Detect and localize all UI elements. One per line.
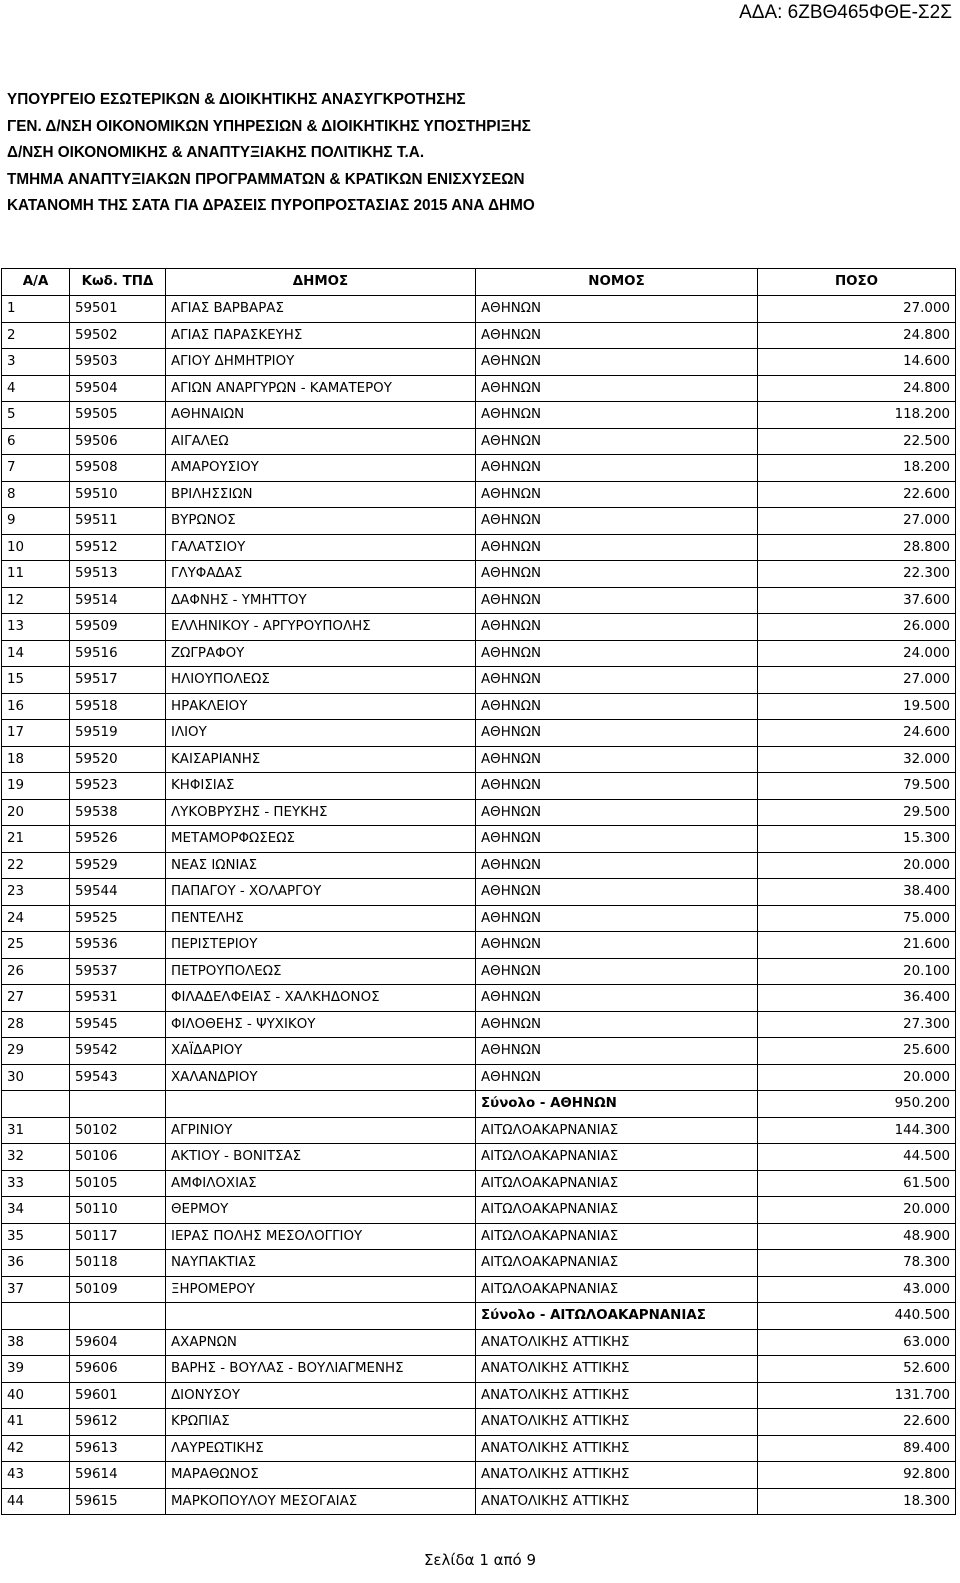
cell-nomos: ΑΘΗΝΩΝ	[476, 587, 758, 614]
cell-dimos: ΑΙΓΑΛΕΩ	[166, 428, 476, 455]
cell-nomos: ΑΘΗΝΩΝ	[476, 561, 758, 588]
cell-code: 59604	[70, 1329, 166, 1356]
cell-nomos: ΑΙΤΩΛΟΑΚΑΡΝΑΝΙΑΣ	[476, 1144, 758, 1171]
cell-poso: 44.500	[758, 1144, 956, 1171]
cell-nomos: ΑΘΗΝΩΝ	[476, 826, 758, 853]
cell-nomos: ΑΘΗΝΩΝ	[476, 640, 758, 667]
cell-poso: 950.200	[758, 1091, 956, 1118]
table-row	[2, 799, 956, 826]
cell-aa: 12	[2, 587, 70, 614]
cell-dimos: ΧΑΪΔΑΡΙΟΥ	[166, 1038, 476, 1065]
cell-dimos: ΖΩΓΡΑΦΟΥ	[166, 640, 476, 667]
cell-nomos: ΑΘΗΝΩΝ	[476, 667, 758, 694]
cell-code: 59543	[70, 1064, 166, 1091]
cell-aa: 42	[2, 1435, 70, 1462]
table-row	[2, 296, 956, 323]
cell-nomos: ΑΘΗΝΩΝ	[476, 879, 758, 906]
table-row	[2, 693, 956, 720]
table-row	[2, 667, 956, 694]
cell-code	[70, 1091, 166, 1118]
cell-poso: 37.600	[758, 587, 956, 614]
cell-nomos: ΑΙΤΩΛΟΑΚΑΡΝΑΝΙΑΣ	[476, 1197, 758, 1224]
cell-code: 59615	[70, 1488, 166, 1515]
cell-poso: 92.800	[758, 1462, 956, 1489]
cell-nomos: ΑΝΑΤΟΛΙΚΗΣ ΑΤΤΙΚΗΣ	[476, 1488, 758, 1515]
cell-aa: 7	[2, 455, 70, 482]
cell-dimos: ΕΛΛΗΝΙΚΟΥ - ΑΡΓΥΡΟΥΠΟΛΗΣ	[166, 614, 476, 641]
cell-aa: 2	[2, 322, 70, 349]
cell-aa: 3	[2, 349, 70, 376]
table-row	[2, 349, 956, 376]
cell-poso: 20.000	[758, 1064, 956, 1091]
cell-nomos: ΑΘΗΝΩΝ	[476, 1038, 758, 1065]
cell-nomos: ΑΘΗΝΩΝ	[476, 720, 758, 747]
cell-aa: 32	[2, 1144, 70, 1171]
cell-code: 59544	[70, 879, 166, 906]
cell-poso: 144.300	[758, 1117, 956, 1144]
table-row	[2, 1144, 956, 1171]
cell-aa: 11	[2, 561, 70, 588]
cell-dimos: ΑΓΙΟΥ ΔΗΜΗΤΡΙΟΥ	[166, 349, 476, 376]
cell-poso: 36.400	[758, 985, 956, 1012]
table-row	[2, 1488, 956, 1515]
table-row	[2, 561, 956, 588]
table-row	[2, 958, 956, 985]
table-row	[2, 1170, 956, 1197]
allocation-table	[1, 268, 956, 1515]
cell-nomos: ΑΝΑΤΟΛΙΚΗΣ ΑΤΤΙΚΗΣ	[476, 1356, 758, 1383]
cell-poso: 18.200	[758, 455, 956, 482]
cell-nomos: ΑΘΗΝΩΝ	[476, 349, 758, 376]
cell-aa: 34	[2, 1197, 70, 1224]
cell-aa: 20	[2, 799, 70, 826]
table-row	[2, 879, 956, 906]
table-header-row	[2, 269, 956, 296]
table-row	[2, 720, 956, 747]
table-row	[2, 1356, 956, 1383]
cell-code: 59501	[70, 296, 166, 323]
cell-poso: 78.300	[758, 1250, 956, 1277]
cell-code: 59536	[70, 932, 166, 959]
cell-code: 59601	[70, 1382, 166, 1409]
cell-nomos: ΑΙΤΩΛΟΑΚΑΡΝΑΝΙΑΣ	[476, 1250, 758, 1277]
cell-dimos: ΝΕΑΣ ΙΩΝΙΑΣ	[166, 852, 476, 879]
cell-poso: 24.600	[758, 720, 956, 747]
cell-code: 59545	[70, 1011, 166, 1038]
cell-nomos: ΑΘΗΝΩΝ	[476, 799, 758, 826]
cell-code: 59512	[70, 534, 166, 561]
cell-nomos: ΑΘΗΝΩΝ	[476, 985, 758, 1012]
cell-poso: 28.800	[758, 534, 956, 561]
cell-nomos: ΑΘΗΝΩΝ	[476, 296, 758, 323]
cell-nomos: ΑΘΗΝΩΝ	[476, 508, 758, 535]
table-row	[2, 481, 956, 508]
cell-poso: 20.000	[758, 1197, 956, 1224]
cell-aa: 1	[2, 296, 70, 323]
cell-code: 50117	[70, 1223, 166, 1250]
cell-nomos: ΑΘΗΝΩΝ	[476, 534, 758, 561]
cell-nomos: ΑΝΑΤΟΛΙΚΗΣ ΑΤΤΙΚΗΣ	[476, 1435, 758, 1462]
cell-poso: 79.500	[758, 773, 956, 800]
table-row	[2, 640, 956, 667]
cell-aa: 10	[2, 534, 70, 561]
cell-poso: 15.300	[758, 826, 956, 853]
page-footer: Σελίδα 1 από 9	[423, 1551, 537, 1569]
cell-aa: 4	[2, 375, 70, 402]
cell-poso: 22.600	[758, 1409, 956, 1436]
table-row	[2, 534, 956, 561]
table-row	[2, 1382, 956, 1409]
table-row	[2, 428, 956, 455]
cell-dimos: ΠΕΤΡΟΥΠΟΛΕΩΣ	[166, 958, 476, 985]
cell-dimos	[166, 1091, 476, 1118]
cell-aa: 33	[2, 1170, 70, 1197]
cell-dimos: ΚΗΦΙΣΙΑΣ	[166, 773, 476, 800]
cell-dimos: ΗΛΙΟΥΠΟΛΕΩΣ	[166, 667, 476, 694]
cell-nomos: ΑΘΗΝΩΝ	[476, 773, 758, 800]
cell-dimos: ΑΚΤΙΟΥ - ΒΟΝΙΤΣΑΣ	[166, 1144, 476, 1171]
cell-code: 59520	[70, 746, 166, 773]
cell-aa: 9	[2, 508, 70, 535]
cell-aa: 5	[2, 402, 70, 429]
cell-nomos: ΑΘΗΝΩΝ	[476, 322, 758, 349]
cell-poso: 24.800	[758, 322, 956, 349]
table-row	[2, 375, 956, 402]
cell-nomos: ΑΘΗΝΩΝ	[476, 375, 758, 402]
cell-poso: 21.600	[758, 932, 956, 959]
cell-poso: 131.700	[758, 1382, 956, 1409]
table-row	[2, 1197, 956, 1224]
cell-nomos: ΑΘΗΝΩΝ	[476, 932, 758, 959]
cell-aa: 43	[2, 1462, 70, 1489]
ada-code: ΑΔΑ: 6ΖΒΘ465ΦΘΕ-Σ2Σ	[739, 2, 952, 23]
cell-code: 59508	[70, 455, 166, 482]
cell-poso: 20.100	[758, 958, 956, 985]
table-body	[2, 296, 956, 1515]
cell-dimos: ΓΑΛΑΤΣΙΟΥ	[166, 534, 476, 561]
table-row	[2, 1064, 956, 1091]
cell-aa: 17	[2, 720, 70, 747]
cell-dimos: ΞΗΡΟΜΕΡΟΥ	[166, 1276, 476, 1303]
cell-code: 50109	[70, 1276, 166, 1303]
cell-aa: 36	[2, 1250, 70, 1277]
cell-dimos	[166, 1303, 476, 1330]
cell-poso: 89.400	[758, 1435, 956, 1462]
cell-aa: 31	[2, 1117, 70, 1144]
table-row	[2, 746, 956, 773]
cell-dimos: ΑΜΑΡΟΥΣΙΟΥ	[166, 455, 476, 482]
table-row	[2, 1409, 956, 1436]
cell-poso: 440.500	[758, 1303, 956, 1330]
cell-dimos: ΘΕΡΜΟΥ	[166, 1197, 476, 1224]
header-poso: ΠΟΣΟ	[758, 269, 956, 296]
cell-code: 50105	[70, 1170, 166, 1197]
cell-poso: 22.600	[758, 481, 956, 508]
cell-code: 59509	[70, 614, 166, 641]
table-row	[2, 1435, 956, 1462]
cell-poso: 27.300	[758, 1011, 956, 1038]
cell-dimos: ΙΛΙΟΥ	[166, 720, 476, 747]
header-aa: Α/Α	[2, 269, 70, 296]
cell-aa: 35	[2, 1223, 70, 1250]
cell-code: 59612	[70, 1409, 166, 1436]
cell-code: 50118	[70, 1250, 166, 1277]
cell-dimos: ΒΡΙΛΗΣΣΙΩΝ	[166, 481, 476, 508]
heading-line-section: ΤΜΗΜΑ ΑΝΑΠΤΥΞΙΑΚΩΝ ΠΡΟΓΡΑΜΜΑΤΩΝ & ΚΡΑΤΙΚΩΝ ΕΝΙΣΧΥΣΕΩΝ	[7, 170, 525, 188]
cell-code: 59513	[70, 561, 166, 588]
cell-aa: 27	[2, 985, 70, 1012]
cell-code: 59538	[70, 799, 166, 826]
cell-code: 59523	[70, 773, 166, 800]
cell-code: 59514	[70, 587, 166, 614]
cell-poso: 27.000	[758, 667, 956, 694]
cell-poso: 22.500	[758, 428, 956, 455]
header-nomos: ΝΟΜΟΣ	[476, 269, 758, 296]
cell-nomos: ΑΘΗΝΩΝ	[476, 481, 758, 508]
header-code: Κωδ. ΤΠΔ	[70, 269, 166, 296]
table-row	[2, 1276, 956, 1303]
cell-dimos: ΑΓΡΙΝΙΟΥ	[166, 1117, 476, 1144]
cell-nomos: ΑΙΤΩΛΟΑΚΑΡΝΑΝΙΑΣ	[476, 1276, 758, 1303]
cell-poso: 18.300	[758, 1488, 956, 1515]
heading-line-directorate: ΓΕΝ. Δ/ΝΣΗ ΟΙΚΟΝΟΜΙΚΩΝ ΥΠΗΡΕΣΙΩΝ & ΔΙΟΙΚΗΤΙΚΗΣ ΥΠΟΣΤΗΡΙΞΗΣ	[7, 117, 531, 135]
cell-dimos: ΗΡΑΚΛΕΙΟΥ	[166, 693, 476, 720]
table-row	[2, 852, 956, 879]
cell-code: 59517	[70, 667, 166, 694]
cell-code: 59542	[70, 1038, 166, 1065]
heading-line-department: Δ/ΝΣΗ ΟΙΚΟΝΟΜΙΚΗΣ & ΑΝΑΠΤΥΞΙΑΚΗΣ ΠΟΛΙΤΙΚΗΣ Τ.Α.	[7, 144, 425, 161]
table-row	[2, 826, 956, 853]
cell-poso: 63.000	[758, 1329, 956, 1356]
table-row	[2, 587, 956, 614]
table-row	[2, 985, 956, 1012]
cell-aa: 30	[2, 1064, 70, 1091]
cell-dimos: ΒΥΡΩΝΟΣ	[166, 508, 476, 535]
cell-aa: 8	[2, 481, 70, 508]
cell-nomos: ΑΘΗΝΩΝ	[476, 428, 758, 455]
cell-nomos: ΑΘΗΝΩΝ	[476, 958, 758, 985]
cell-poso: 48.900	[758, 1223, 956, 1250]
cell-dimos: ΓΛΥΦΑΔΑΣ	[166, 561, 476, 588]
cell-nomos: ΑΝΑΤΟΛΙΚΗΣ ΑΤΤΙΚΗΣ	[476, 1462, 758, 1489]
cell-dimos: ΑΘΗΝΑΙΩΝ	[166, 402, 476, 429]
cell-aa: 21	[2, 826, 70, 853]
cell-code: 59526	[70, 826, 166, 853]
cell-dimos: ΔΙΟΝΥΣΟΥ	[166, 1382, 476, 1409]
cell-dimos: ΑΧΑΡΝΩΝ	[166, 1329, 476, 1356]
heading-line-ministry: ΥΠΟΥΡΓΕΙΟ ΕΣΩΤΕΡΙΚΩΝ & ΔΙΟΙΚΗΤΙΚΗΣ ΑΝΑΣΥΓΚΡΟΤΗΣΗΣ	[7, 91, 466, 108]
cell-dimos: ΝΑΥΠΑΚΤΙΑΣ	[166, 1250, 476, 1277]
cell-code: 59502	[70, 322, 166, 349]
cell-aa: 14	[2, 640, 70, 667]
table-row	[2, 508, 956, 535]
cell-code: 59614	[70, 1462, 166, 1489]
cell-aa: 41	[2, 1409, 70, 1436]
cell-code: 59506	[70, 428, 166, 455]
cell-dimos: ΛΑΥΡΕΩΤΙΚΗΣ	[166, 1435, 476, 1462]
cell-code: 50106	[70, 1144, 166, 1171]
cell-poso: 61.500	[758, 1170, 956, 1197]
cell-nomos: ΑΘΗΝΩΝ	[476, 1064, 758, 1091]
cell-nomos: ΑΘΗΝΩΝ	[476, 905, 758, 932]
cell-nomos: ΑΙΤΩΛΟΑΚΑΡΝΑΝΙΑΣ	[476, 1170, 758, 1197]
total-row	[2, 1091, 956, 1118]
cell-dimos: ΜΑΡΚΟΠΟΥΛΟΥ ΜΕΣΟΓΑΙΑΣ	[166, 1488, 476, 1515]
total-row	[2, 1303, 956, 1330]
cell-code: 59525	[70, 905, 166, 932]
cell-nomos: ΑΘΗΝΩΝ	[476, 1011, 758, 1038]
cell-dimos: ΜΑΡΑΘΩΝΟΣ	[166, 1462, 476, 1489]
cell-nomos: ΑΘΗΝΩΝ	[476, 614, 758, 641]
cell-aa: 16	[2, 693, 70, 720]
table-row	[2, 932, 956, 959]
cell-aa: 22	[2, 852, 70, 879]
cell-total-label: Σύνολο - ΑΘΗΝΩΝ	[476, 1091, 758, 1118]
table-row	[2, 614, 956, 641]
cell-nomos: ΑΝΑΤΟΛΙΚΗΣ ΑΤΤΙΚΗΣ	[476, 1409, 758, 1436]
cell-code: 59613	[70, 1435, 166, 1462]
cell-aa: 19	[2, 773, 70, 800]
cell-aa	[2, 1303, 70, 1330]
cell-nomos: ΑΝΑΤΟΛΙΚΗΣ ΑΤΤΙΚΗΣ	[476, 1329, 758, 1356]
table-row	[2, 1329, 956, 1356]
cell-dimos: ΒΑΡΗΣ - ΒΟΥΛΑΣ - ΒΟΥΛΙΑΓΜΕΝΗΣ	[166, 1356, 476, 1383]
cell-aa: 13	[2, 614, 70, 641]
cell-poso: 43.000	[758, 1276, 956, 1303]
cell-code: 59511	[70, 508, 166, 535]
cell-poso: 118.200	[758, 402, 956, 429]
cell-code: 59529	[70, 852, 166, 879]
cell-aa: 28	[2, 1011, 70, 1038]
cell-poso: 19.500	[758, 693, 956, 720]
cell-code: 59516	[70, 640, 166, 667]
table-row	[2, 1117, 956, 1144]
table-row	[2, 1011, 956, 1038]
cell-dimos: ΦΙΛΑΔΕΛΦΕΙΑΣ - ΧΑΛΚΗΔΟΝΟΣ	[166, 985, 476, 1012]
cell-code: 59518	[70, 693, 166, 720]
cell-aa: 44	[2, 1488, 70, 1515]
cell-aa	[2, 1091, 70, 1118]
table-row	[2, 1462, 956, 1489]
cell-aa: 29	[2, 1038, 70, 1065]
table-row	[2, 905, 956, 932]
cell-code: 50102	[70, 1117, 166, 1144]
cell-poso: 24.800	[758, 375, 956, 402]
table-row	[2, 322, 956, 349]
header-dimos: ΔΗΜΟΣ	[166, 269, 476, 296]
cell-nomos: ΑΙΤΩΛΟΑΚΑΡΝΑΝΙΑΣ	[476, 1223, 758, 1250]
cell-nomos: ΑΘΗΝΩΝ	[476, 852, 758, 879]
table-row	[2, 402, 956, 429]
table-row	[2, 1038, 956, 1065]
table-row	[2, 455, 956, 482]
cell-code: 50110	[70, 1197, 166, 1224]
cell-poso: 26.000	[758, 614, 956, 641]
table-row	[2, 1250, 956, 1277]
cell-aa: 18	[2, 746, 70, 773]
cell-dimos: ΙΕΡΑΣ ΠΟΛΗΣ ΜΕΣΟΛΟΓΓΙΟΥ	[166, 1223, 476, 1250]
cell-aa: 15	[2, 667, 70, 694]
cell-code: 59505	[70, 402, 166, 429]
cell-total-label: Σύνολο - ΑΙΤΩΛΟΑΚΑΡΝΑΝΙΑΣ	[476, 1303, 758, 1330]
cell-dimos: ΦΙΛΟΘΕΗΣ - ΨΥΧΙΚΟΥ	[166, 1011, 476, 1038]
cell-dimos: ΠΕΝΤΕΛΗΣ	[166, 905, 476, 932]
cell-dimos: ΚΑΙΣΑΡΙΑΝΗΣ	[166, 746, 476, 773]
cell-nomos: ΑΙΤΩΛΟΑΚΑΡΝΑΝΙΑΣ	[476, 1117, 758, 1144]
cell-dimos: ΠΑΠΑΓΟΥ - ΧΟΛΑΡΓΟΥ	[166, 879, 476, 906]
cell-nomos: ΑΘΗΝΩΝ	[476, 455, 758, 482]
cell-dimos: ΛΥΚΟΒΡΥΣΗΣ - ΠΕΥΚΗΣ	[166, 799, 476, 826]
cell-aa: 38	[2, 1329, 70, 1356]
cell-dimos: ΑΜΦΙΛΟΧΙΑΣ	[166, 1170, 476, 1197]
cell-poso: 22.300	[758, 561, 956, 588]
cell-dimos: ΜΕΤΑΜΟΡΦΩΣΕΩΣ	[166, 826, 476, 853]
cell-nomos: ΑΘΗΝΩΝ	[476, 402, 758, 429]
cell-dimos: ΑΓΙΩΝ ΑΝΑΡΓΥΡΩΝ - ΚΑΜΑΤΕΡΟΥ	[166, 375, 476, 402]
cell-nomos: ΑΘΗΝΩΝ	[476, 746, 758, 773]
cell-dimos: ΚΡΩΠΙΑΣ	[166, 1409, 476, 1436]
document-heading	[7, 87, 535, 220]
cell-aa: 25	[2, 932, 70, 959]
table-row	[2, 773, 956, 800]
heading-line-title: ΚΑΤΑΝΟΜΗ ΤΗΣ ΣΑΤΑ ΓΙΑ ΔΡΑΣΕΙΣ ΠΥΡΟΠΡΟΣΤΑΣΙΑΣ 2015 ΑΝΑ ΔΗΜΟ	[7, 197, 535, 214]
cell-poso: 32.000	[758, 746, 956, 773]
cell-aa: 6	[2, 428, 70, 455]
cell-code: 59519	[70, 720, 166, 747]
table-row	[2, 1223, 956, 1250]
cell-poso: 38.400	[758, 879, 956, 906]
cell-code: 59531	[70, 985, 166, 1012]
cell-code: 59606	[70, 1356, 166, 1383]
cell-code: 59510	[70, 481, 166, 508]
cell-code	[70, 1303, 166, 1330]
cell-poso: 75.000	[758, 905, 956, 932]
cell-nomos: ΑΝΑΤΟΛΙΚΗΣ ΑΤΤΙΚΗΣ	[476, 1382, 758, 1409]
cell-code: 59503	[70, 349, 166, 376]
cell-poso: 27.000	[758, 296, 956, 323]
cell-aa: 26	[2, 958, 70, 985]
cell-poso: 29.500	[758, 799, 956, 826]
cell-poso: 24.000	[758, 640, 956, 667]
cell-code: 59504	[70, 375, 166, 402]
cell-dimos: ΠΕΡΙΣΤΕΡΙΟΥ	[166, 932, 476, 959]
cell-dimos: ΧΑΛΑΝΔΡΙΟΥ	[166, 1064, 476, 1091]
cell-poso: 27.000	[758, 508, 956, 535]
cell-aa: 24	[2, 905, 70, 932]
cell-aa: 37	[2, 1276, 70, 1303]
cell-aa: 23	[2, 879, 70, 906]
cell-aa: 39	[2, 1356, 70, 1383]
cell-dimos: ΔΑΦΝΗΣ - ΥΜΗΤΤΟΥ	[166, 587, 476, 614]
cell-aa: 40	[2, 1382, 70, 1409]
cell-poso: 25.600	[758, 1038, 956, 1065]
cell-code: 59537	[70, 958, 166, 985]
cell-dimos: ΑΓΙΑΣ ΠΑΡΑΣΚΕΥΗΣ	[166, 322, 476, 349]
cell-poso: 20.000	[758, 852, 956, 879]
cell-nomos: ΑΘΗΝΩΝ	[476, 693, 758, 720]
cell-poso: 52.600	[758, 1356, 956, 1383]
cell-poso: 14.600	[758, 349, 956, 376]
cell-dimos: ΑΓΙΑΣ ΒΑΡΒΑΡΑΣ	[166, 296, 476, 323]
